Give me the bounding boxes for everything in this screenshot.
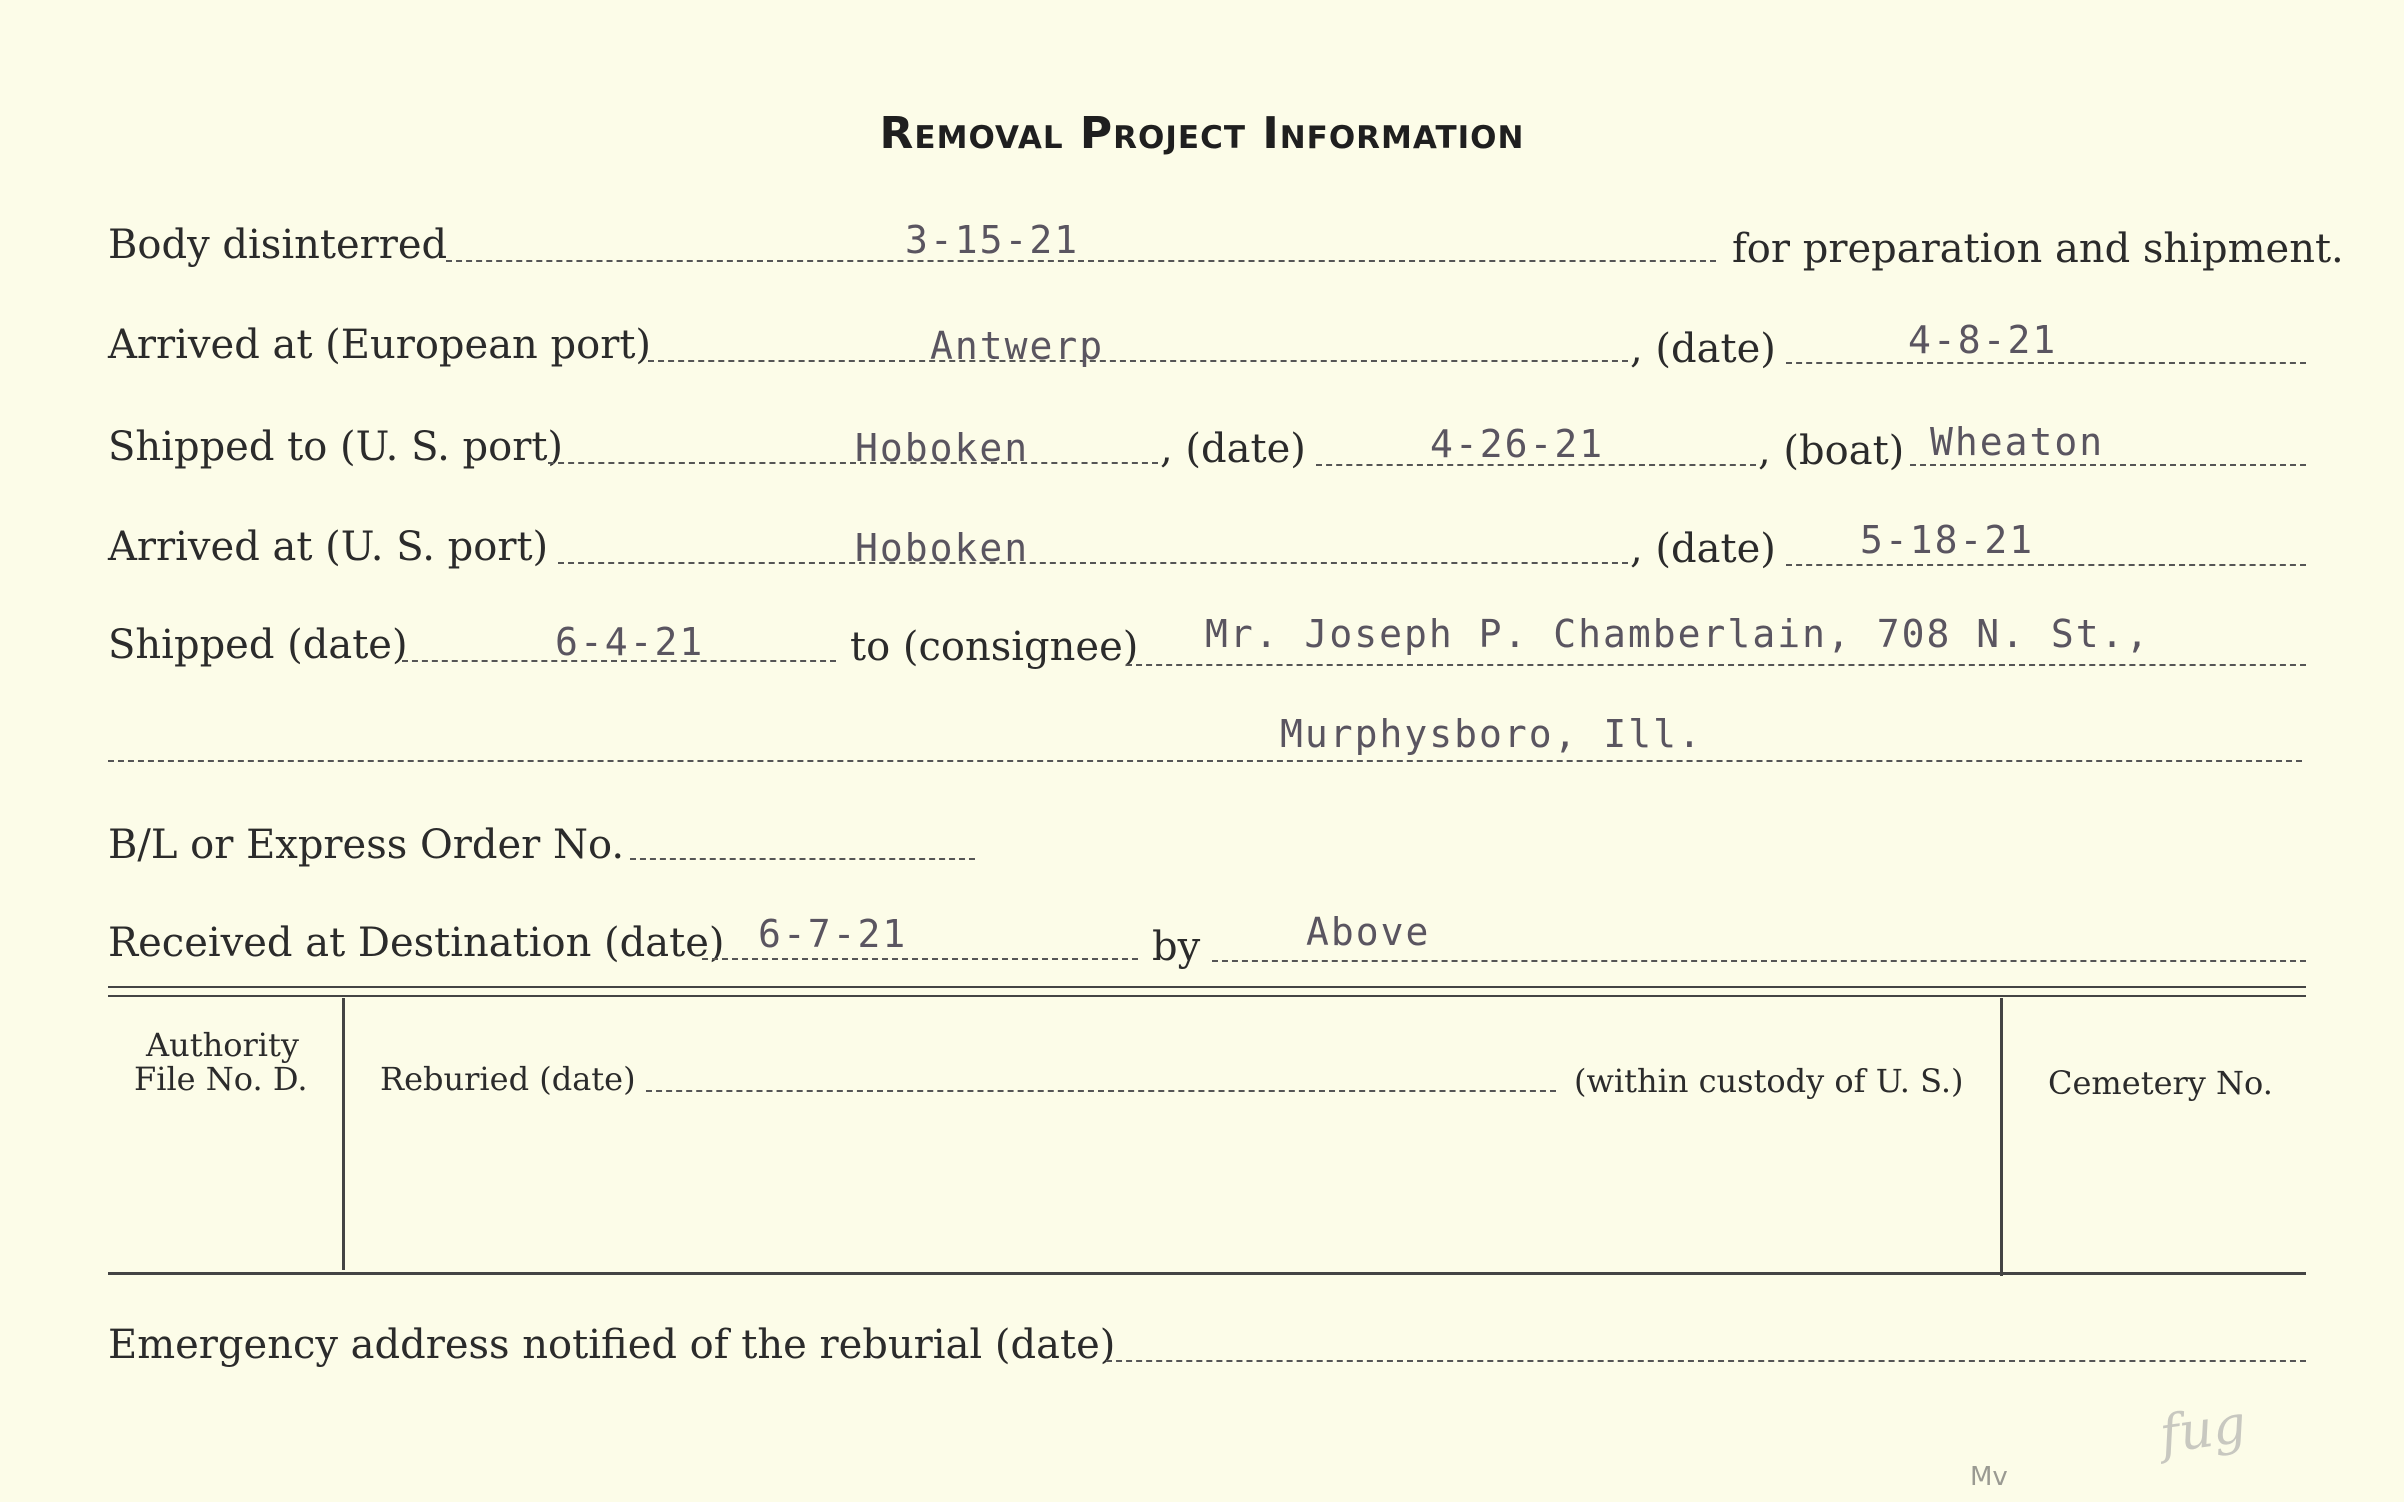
emergency-line xyxy=(1106,1360,2306,1362)
reburied-line xyxy=(646,1090,1556,1092)
arrived-us-value: Hoboken xyxy=(855,526,1030,570)
received-value: 6-7-21 xyxy=(758,912,908,956)
consignee-line xyxy=(1126,664,2306,666)
arrived-eu-line xyxy=(648,360,1628,362)
boat-value: Wheaton xyxy=(1930,420,2105,464)
column-divider-right xyxy=(2000,998,2003,1276)
body-disinterred-label: Body disinterred xyxy=(108,222,448,268)
by-line xyxy=(1212,960,2306,962)
section-rule-bottom xyxy=(108,995,2306,997)
body-disinterred-value: 3-15-21 xyxy=(905,218,1080,262)
arrived-eu-date-line xyxy=(1786,362,2306,364)
consignee-value-line1: Mr. Joseph P. Chamberlain, 708 N. St., xyxy=(1205,612,2151,656)
by-label: by xyxy=(1152,924,1201,970)
cemetery-label: Cemetery No. xyxy=(2048,1064,2273,1102)
arrived-us-date-line xyxy=(1786,564,2306,566)
arrived-us-date-value: 5-18-21 xyxy=(1860,518,2035,562)
reburied-label: Reburied (date) xyxy=(380,1060,636,1098)
authority-label-2: File No. D. xyxy=(134,1060,308,1098)
arrived-us-line xyxy=(558,562,1628,564)
consignee-label: to (consignee) xyxy=(850,624,1139,670)
arrived-eu-value: Antwerp xyxy=(930,324,1105,368)
box-bottom-rule xyxy=(108,1272,2306,1275)
body-disinterred-suffix: for preparation and shipment. xyxy=(1732,226,2344,272)
authority-label-1: Authority xyxy=(146,1026,299,1064)
section-rule-top xyxy=(108,986,2306,988)
shipped-us-label: Shipped to (U. S. port) xyxy=(108,424,563,470)
shipped-date-value: 6-4-21 xyxy=(555,620,705,664)
bl-line xyxy=(630,858,975,860)
boat-label: , (boat) xyxy=(1758,428,1905,474)
received-line xyxy=(702,958,1138,960)
custody-label: (within custody of U. S.) xyxy=(1574,1062,1964,1100)
form-title: Removal Project Information xyxy=(879,108,1525,159)
emergency-label: Emergency address notified of the reburial (date) xyxy=(108,1322,1116,1368)
body-disinterred-line xyxy=(446,260,1716,262)
shipped-us-value: Hoboken xyxy=(855,426,1030,470)
shipped-us-date-label: , (date) xyxy=(1160,426,1306,472)
received-label: Received at Destination (date) xyxy=(108,920,725,966)
shipped-us-date-value: 4-26-21 xyxy=(1430,422,1605,466)
arrived-eu-date-value: 4-8-21 xyxy=(1908,318,2058,362)
boat-line xyxy=(1910,464,2306,466)
arrived-eu-date-label: , (date) xyxy=(1630,326,1776,372)
by-value: Above xyxy=(1306,910,1431,954)
consignee-value-line2: Murphysboro, Ill. xyxy=(1280,712,1703,756)
shipped-us-line xyxy=(548,462,1158,464)
column-divider-left xyxy=(342,998,345,1270)
arrived-eu-label: Arrived at (European port) xyxy=(108,322,652,368)
arrived-us-date-label: , (date) xyxy=(1630,526,1776,572)
arrived-us-label: Arrived at (U. S. port) xyxy=(108,524,549,570)
consignee-line-2 xyxy=(108,760,2302,762)
bl-label: B/L or Express Order No. xyxy=(108,822,625,868)
shipped-date-label: Shipped (date) xyxy=(108,622,408,668)
pencil-initials: fug xyxy=(2156,1394,2250,1466)
corner-mark: Mv xyxy=(1970,1462,2008,1492)
